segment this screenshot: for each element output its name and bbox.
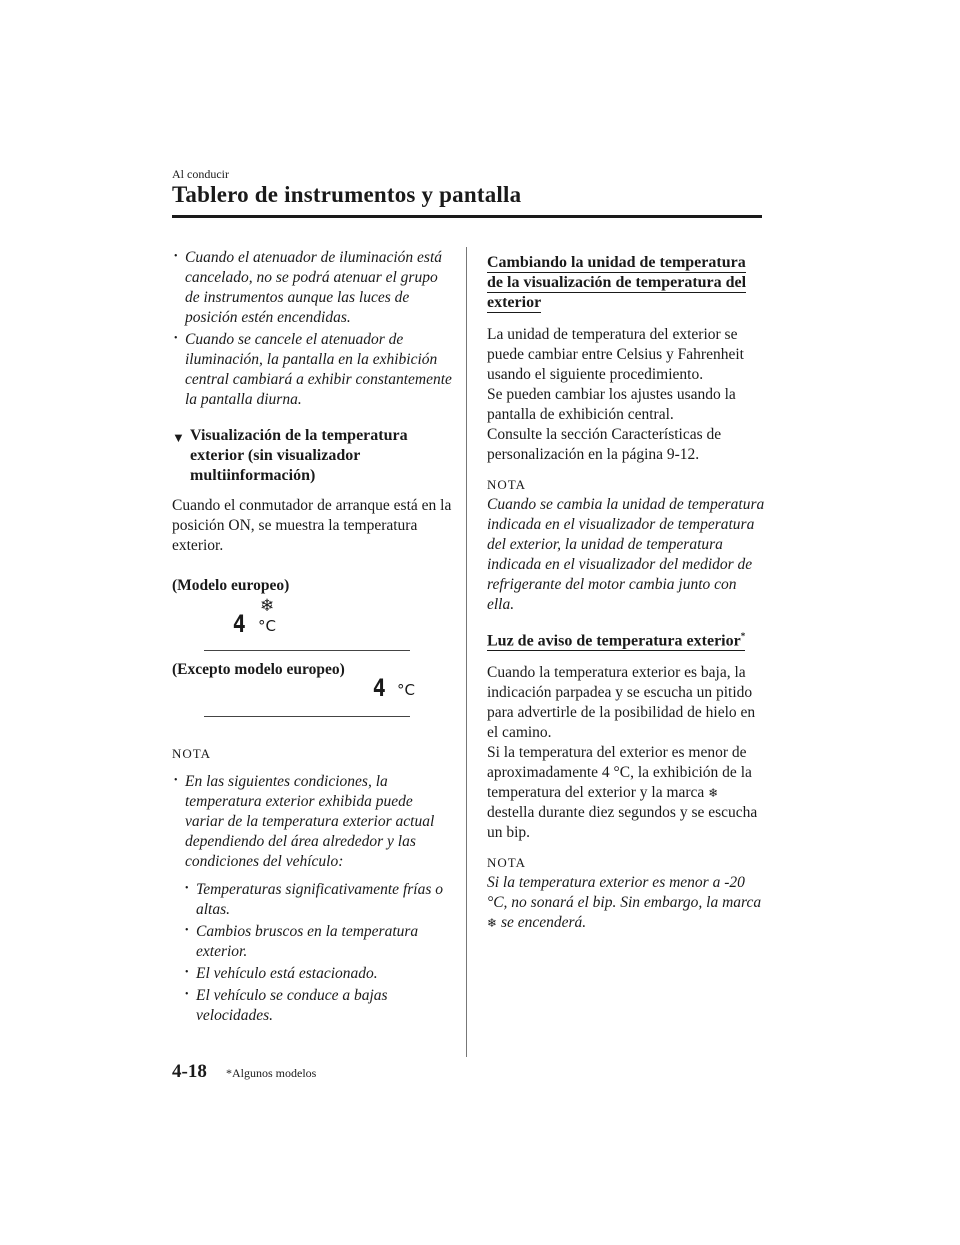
footnote: *Algunos modelos [226,1066,317,1080]
heading-line: de la visualización de temperatura del [487,274,747,291]
display-unit: °C [397,681,415,699]
paragraph: Se pueden cambiar los ajustes usando la pantalla de exhibición central. [487,386,736,423]
nota-text: se encenderá. [500,914,587,932]
paragraph-text: destella durante diez segundos y se escucha un bip. [487,804,758,842]
figure-eu [172,596,452,652]
column-divider [466,247,467,1057]
nota-text-with-icon [487,873,767,933]
right-column [487,253,767,933]
left-column [172,248,452,1026]
subheading-outside-temp [172,426,452,486]
snowflake-icon: ❄ [487,916,498,931]
display-digit: 4 [372,674,386,702]
paragraph-text: Si la temperatura del exterior es menor de aproximadamente 4 °C, la exhibición de la temperatura del exterior y la marca [487,744,752,802]
conditions-list [172,880,452,1026]
heading-line: Cambiando la unidad de temperatura [487,254,746,271]
model-non-eu-label: (Excepto modelo europeo) [172,661,345,678]
nota-bullet: • En las siguientes condiciones, la temperatura exterior exhibida puede variar de la temperatura exterior actual dependiendo del área alrededor y las condiciones del vehículo: [172,772,452,872]
paragraph: La unidad de temperatura del exterior se puede cambiar entre Celsius y Fahrenheit usando el siguiente procedimiento. [487,326,744,383]
section-label: Al conducir [172,167,229,181]
paragraph-with-icon [487,743,767,843]
condition-item: • Temperaturas significativamente frías o altas. [185,880,452,920]
display-unit: °C [258,617,276,635]
model-eu-label: (Modelo europeo) [172,577,290,594]
heading-text: Luz de aviso de temperatura exterior [487,632,741,650]
header-rule [172,215,762,218]
heading-line: exterior [487,294,542,311]
heading-temp-unit [487,253,767,313]
subheading-text: Visualización de la temperatura exterior (sin visualizador multiinformación) [190,427,408,484]
paragraph: Consulte la sección Características de personalización en la página 9-12. [487,426,722,463]
bullet-item: • Cuando se cancele el atenuador de iluminación, la pantalla en la exhibición central cambiará a exhibir constantemente la pantalla diurna. [172,330,452,410]
page-number: 4-18 [172,1061,207,1082]
display-digit: 4 [232,610,246,638]
figure-rule [204,716,410,717]
snowflake-icon: ❄ [708,786,719,801]
condition-item: • El vehículo está estacionado. [185,964,452,984]
figure-non-eu [172,674,452,724]
condition-item: • El vehículo se conduce a bajas velocidades. [185,986,452,1026]
nota-label: NOTA [172,746,212,761]
paragraph: Cuando la temperatura exterior es baja, la indicación parpadea y se escucha un pitido para advertirle de la posibilidad de hielo en el camino. [487,664,756,742]
nota-text: Si la temperatura exterior es menor a -20 °C, no sonará el bip. Sin embargo, la marca [487,874,762,912]
nota-label: NOTA [487,855,527,871]
asterisk-mark: * [740,631,746,641]
intro-paragraph: Cuando el conmutador de arranque está en la posición ON, se muestra la temperatura exterior. [172,497,452,554]
nota-text: Cuando se cambia la unidad de temperatura indicada en el visualizador de temperatura del exterior, la unidad de temperatura indicada en el visualizador del medidor de refrigerante del motor cambia junto con ella. [487,496,765,613]
triangle-icon: ▼ [172,430,185,445]
figure-rule [204,650,410,651]
snowflake-icon: ❄ [260,596,275,616]
heading-warning-light [487,627,767,651]
bullet-item: • Cuando el atenuador de iluminación está cancelado, no se podrá atenuar el grupo de instrumentos aunque las luces de posición estén encendidas. [172,248,452,328]
nota-label: NOTA [487,477,527,492]
chapter-title: Tablero de instrumentos y pantalla [172,182,522,207]
condition-item: • Cambios bruscos en la temperatura exterior. [185,922,452,962]
